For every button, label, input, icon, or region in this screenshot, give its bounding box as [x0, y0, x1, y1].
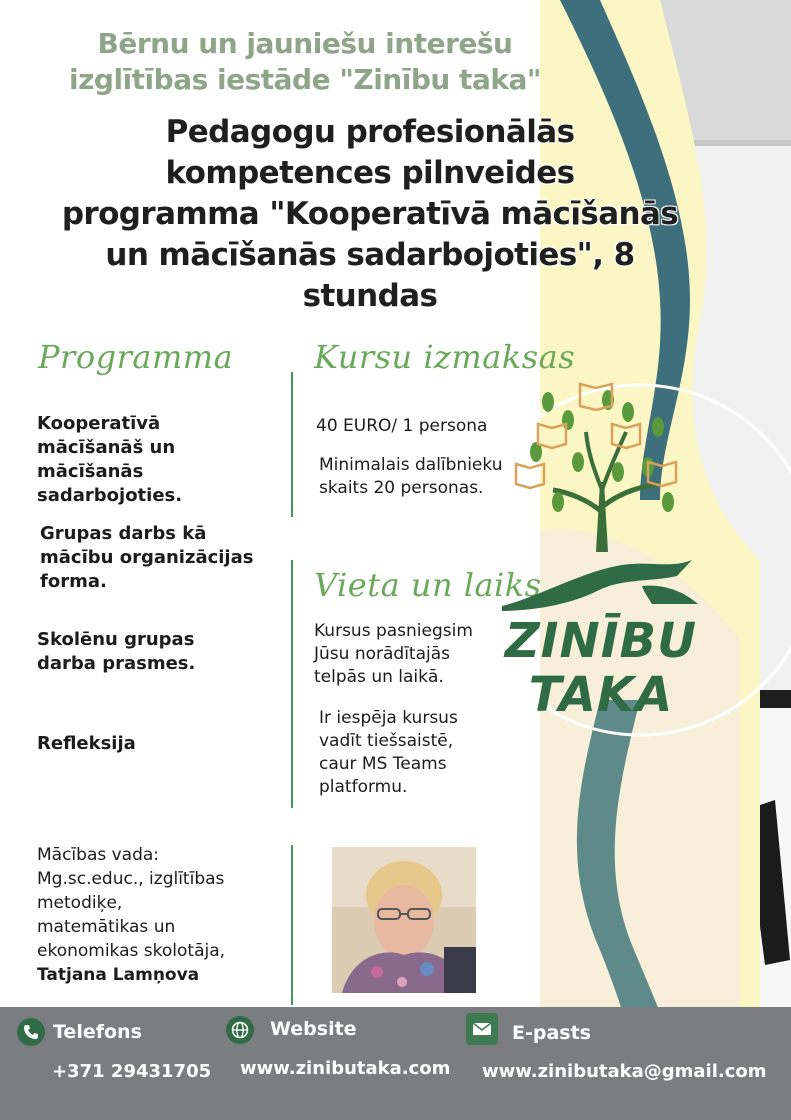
location-paragraph-1 [314, 620, 473, 689]
program-item-2 [40, 522, 285, 594]
tree-logo-icon [508, 372, 698, 562]
instructor-line: matemātikas un [37, 917, 176, 937]
phone-icon [17, 1018, 45, 1046]
location-p1-line: Kursus pasniegsim [314, 621, 473, 641]
institution-line-1: Bērnu un jauniešu interešu [97, 27, 513, 60]
email-link[interactable]: www.zinibutaka@gmail.com [482, 1061, 767, 1082]
logo-word-2: TAKA [528, 667, 674, 723]
phone-link[interactable]: +371 29431705 [52, 1061, 212, 1082]
location-p1-line: telpās un laikā. [314, 667, 444, 687]
location-p1-line: Jūsu norādītajās [314, 644, 450, 664]
program-item-1-line: sadarbojoties. [37, 485, 183, 506]
email-label: E-pasts [512, 1022, 591, 1044]
location-p2-line: vadīt tiešsaistē, [319, 731, 454, 751]
institution-name [40, 26, 570, 98]
program-item-1-line: mācīšanāš un [37, 437, 176, 458]
phone-label: Telefons [53, 1021, 142, 1043]
website-label: Website [270, 1018, 357, 1040]
program-heading: Programma [38, 338, 234, 376]
min-participants-line-2: skaits 20 personas. [319, 478, 484, 498]
costs-heading: Kursu izmaksas [314, 338, 576, 376]
instructor-info [37, 843, 287, 987]
instructor-line: Mg.sc.educ., izglītības [37, 869, 225, 889]
min-participants [319, 454, 503, 500]
min-participants-line-1: Minimalais dalībnieku [319, 455, 503, 475]
title-line-2: kompetences pilnveides [165, 155, 575, 191]
divider-bottom [291, 845, 293, 1005]
program-item-2-line: mācību organizācijas [40, 547, 254, 568]
instructor-line: Mācības vada: [37, 845, 160, 865]
divider-top [291, 372, 293, 517]
program-item-3-line: darba prasmes. [37, 653, 196, 674]
title-line-3: programma "Kooperatīvā mācīšanās [61, 196, 679, 232]
instructor-name: Tatjana Lamņova [37, 965, 200, 985]
program-item-1 [37, 412, 277, 508]
instructor-line: metodiķe, [37, 893, 123, 913]
program-item-1-line: Kooperatīvā [37, 413, 161, 434]
program-item-2-line: forma. [40, 571, 107, 592]
logo-wordmark [496, 614, 706, 722]
instructor-photo [332, 847, 476, 993]
portrait-illustration [332, 847, 476, 993]
institution-line-2: izglītības iestāde "Zinību taka" [69, 63, 541, 96]
location-p2-line: platformu. [319, 777, 408, 797]
location-p2-line: Ir iespēja kursus [319, 708, 458, 728]
location-p2-line: caur MS Teams [319, 754, 447, 774]
program-item-1-line: mācīšanās [37, 461, 144, 482]
divider-middle [291, 560, 293, 808]
location-paragraph-2 [319, 707, 458, 799]
title-line-5: stundas [302, 278, 438, 314]
title-line-1: Pedagogu profesionālās [165, 114, 575, 150]
program-title [20, 112, 720, 317]
program-item-2-line: Grupas darbs kā [40, 523, 207, 544]
path-swoosh-icon [502, 556, 702, 616]
program-item-4 [37, 732, 277, 756]
title-line-4: un mācīšanās sadarbojoties", 8 [105, 237, 635, 273]
website-link[interactable]: www.zinibutaka.com [240, 1058, 451, 1079]
email-icon [466, 1013, 498, 1045]
instructor-line: ekonomikas skolotāja, [37, 941, 226, 961]
location-heading: Vieta un laiks [314, 566, 542, 604]
price-text: 40 EURO/ 1 persona [316, 416, 488, 436]
logo-word-1: ZINĪBU [504, 613, 698, 669]
program-item-4-line: Refleksija [37, 733, 136, 754]
program-item-3-line: Skolēnu grupas [37, 629, 195, 650]
program-item-3 [37, 628, 277, 676]
globe-icon [226, 1016, 254, 1044]
